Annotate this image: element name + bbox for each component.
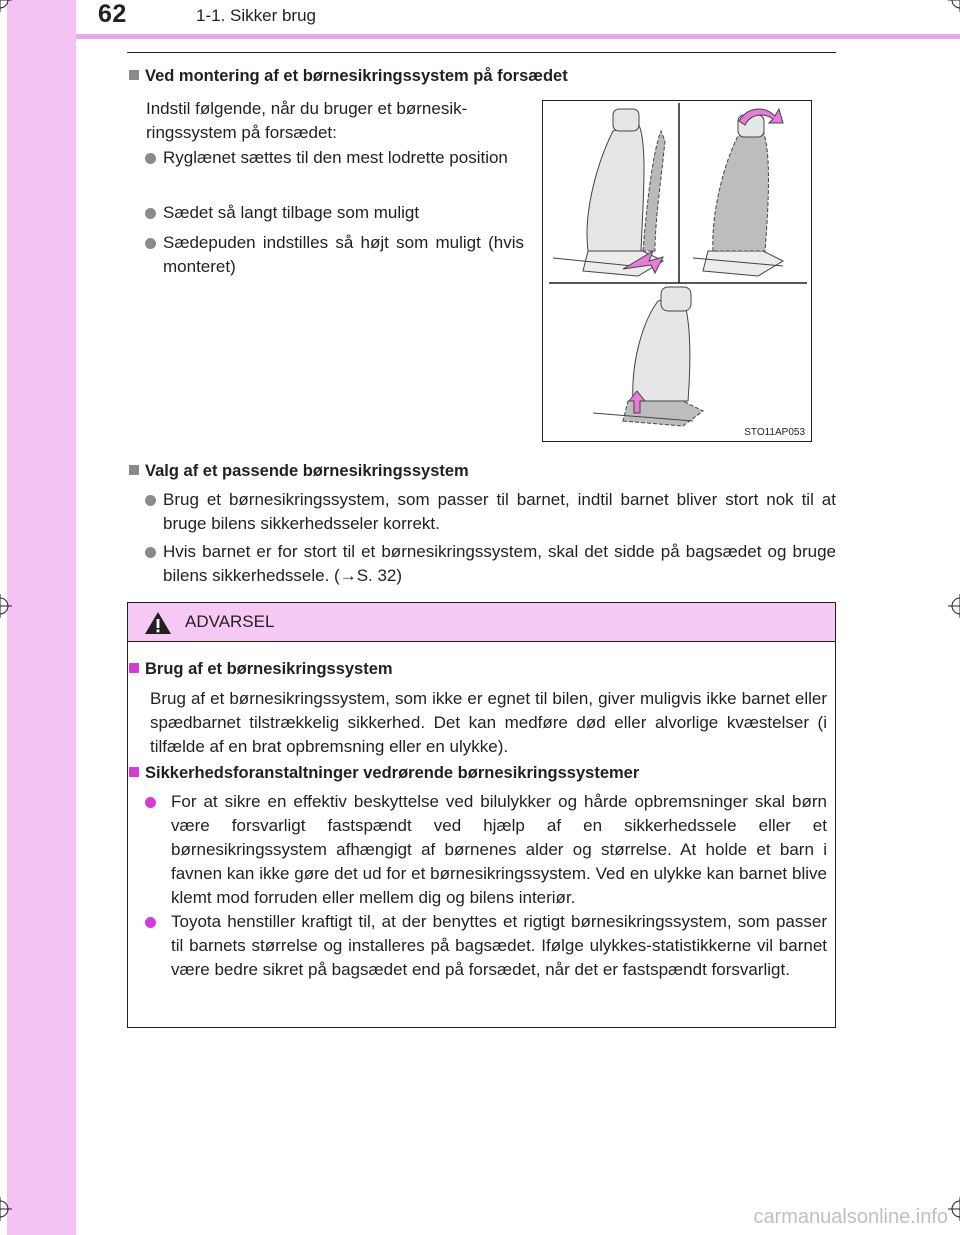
- registration-mark-icon: [0, 1197, 12, 1221]
- page-number: 62: [98, 0, 127, 28]
- watermark: carmanualsonline.info: [753, 1206, 948, 1228]
- heading-text: Ved montering af et børnesikringssystem på forsædet: [145, 67, 568, 85]
- registration-mark-icon: [948, 1197, 960, 1221]
- registration-mark-icon: [0, 594, 12, 618]
- warning-bullet: Toyota henstiller kraftigt til, at der benyttes et rigtigt børnesikringssystem, som passer til barnets størrelse og installeres på bagsædet. Ifølge ulykkes-statistikkerne vil barnet være bedre sikret på bagsædet end på forsædet, når det er fastspændt forsvarligt.: [171, 912, 827, 979]
- warning-bullet: For at sikre en effektiv beskyttelse ved bilulykker og hårde opbremsninger skal børn være forsvarligt fastspændt ved hjælp af en sikkerhedssele eller et børnesikringssystem afhængigt af børnenes alder og størrelse. At holde et barn i favnen kan ikke gøre det ud for et børnesikringssystem. Ved en ulykke kan barnet blive klemt mod forruden eller mellem dig og bilens interiør.: [171, 792, 827, 907]
- heading-text: Brug af et børnesikringssystem: [145, 660, 393, 678]
- warning-heading-precautions: [129, 764, 639, 783]
- bullet-icon: [145, 238, 156, 249]
- warning-title: ADVARSEL: [185, 612, 275, 631]
- warning-paragraph: Brug af et børnesikringssystem, som ikke er egnet til bilen, giver muligvis ikke barnet eller spædbarnet tilstrækkelig sikkerhed. Det kan medføre død eller alvorlige kvæstelser (i tilfælde af en brat opbremsning eller en ulykke).: [150, 689, 827, 756]
- bullet-item: Ryglænet sættes til den mest lodrette position: [163, 148, 508, 167]
- heading-text: Valg af et passende børnesikringssystem: [145, 462, 469, 480]
- section-heading-front-seat: [129, 67, 568, 86]
- intro-text: Indstil følgende, når du bruger et børnesik- ringssystem på forsædet:: [146, 99, 468, 142]
- bullet-icon: [145, 797, 156, 808]
- registration-mark-icon: [948, 594, 960, 618]
- square-bullet-icon: [129, 767, 139, 777]
- bullet-icon: [145, 917, 156, 928]
- bullet-item: Hvis barnet er for stort til et børnesikringssystem, skal det sidde på bagsædet og bruge bilens sikkerhedssele. (→S. 32): [163, 542, 836, 585]
- registration-mark-icon: [948, 0, 960, 12]
- seat-3-illustration: [593, 287, 703, 426]
- seat-illustration: [543, 101, 811, 441]
- header-bar: [76, 34, 960, 39]
- warning-header: [128, 603, 835, 642]
- section-heading-selection: [129, 462, 469, 481]
- warning-box: [127, 602, 836, 1028]
- header-rule: [127, 52, 836, 53]
- bullet-icon: [145, 495, 156, 506]
- bullet-item: Brug et børnesikringssystem, som passer til barnet, indtil barnet bliver stort nok til at bruge bilens sikkerhedsseler korrekt.: [163, 490, 836, 533]
- square-bullet-icon: [129, 70, 139, 80]
- seat-1-illustration: [553, 109, 665, 276]
- seat-adjustment-figure: [542, 100, 812, 442]
- square-bullet-icon: [129, 465, 139, 475]
- warning-triangle-icon: [144, 611, 172, 635]
- seat-2-illustration: [693, 109, 783, 276]
- bullet-item: Sædepuden indstilles så højt som muligt (hvis monteret): [163, 233, 524, 276]
- bullet-icon: [145, 208, 156, 219]
- warning-heading-use: [129, 660, 393, 679]
- figure-code: STO11AP053: [744, 427, 805, 438]
- chapter-title: 1-1. Sikker brug: [196, 6, 316, 25]
- heading-text: Sikkerhedsforanstaltninger vedrørende børnesikringssystemer: [145, 764, 640, 782]
- square-bullet-icon: [129, 663, 139, 673]
- registration-mark-icon: [0, 0, 12, 12]
- bullet-icon: [145, 547, 156, 558]
- bullet-item: Sædet så langt tilbage som muligt: [163, 203, 420, 222]
- bullet-icon: [145, 153, 156, 164]
- side-tab-strip: [7, 0, 76, 1235]
